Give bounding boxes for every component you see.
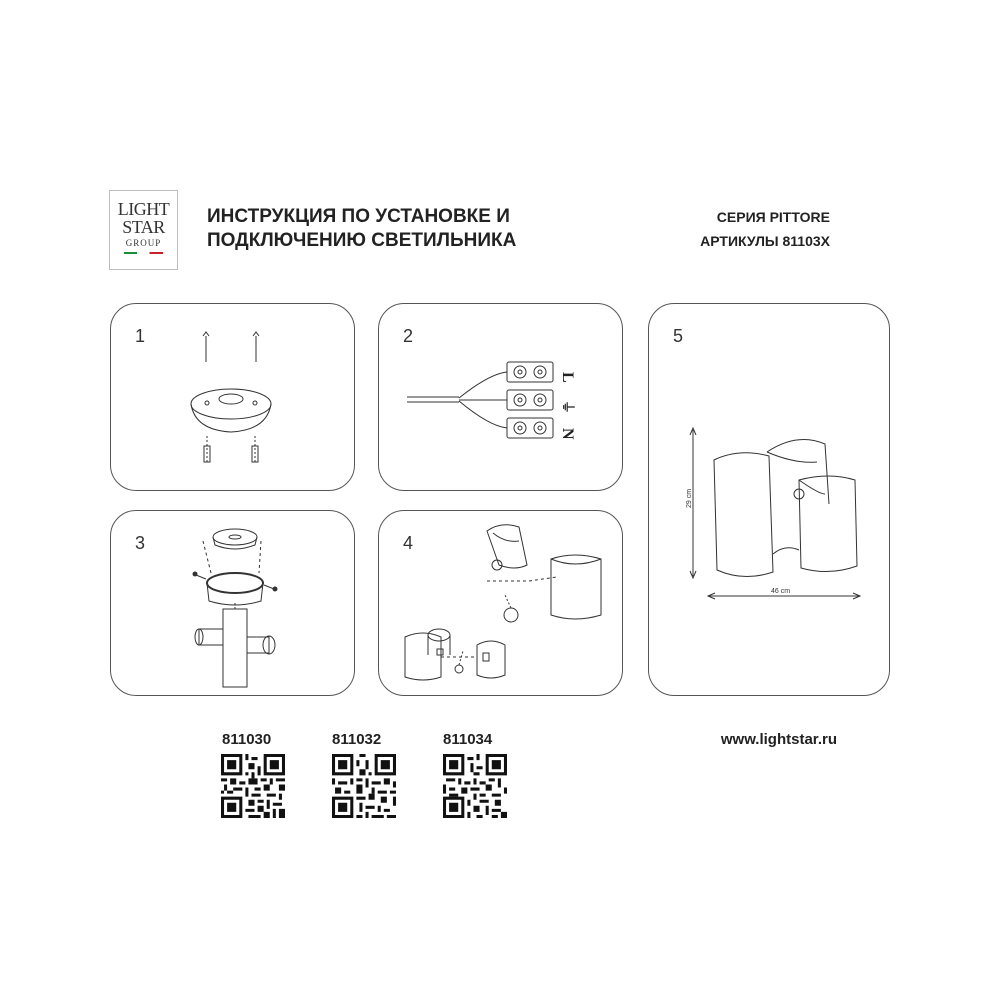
dimensions-diagram: [649, 304, 891, 697]
terminal-label-n: N: [559, 428, 576, 440]
instruction-title: [207, 205, 516, 253]
step-number: 4: [403, 533, 414, 553]
step-1-panel: [110, 303, 355, 491]
logo-line1: LIGHT: [117, 199, 170, 219]
article-811030: 811030: [222, 731, 272, 748]
qr-code-icon[interactable]: [332, 754, 396, 818]
mounting-bracket-diagram: [111, 511, 356, 697]
article-811034: 811034: [443, 731, 493, 748]
brand-logo: [109, 190, 178, 270]
ground-symbol-icon: ⏚: [559, 400, 574, 414]
step-number: 1: [135, 326, 146, 346]
title-line2: ПОДКЛЮЧЕНИЮ СВЕТИЛЬНИКА: [207, 230, 517, 251]
logo-line3: GROUP: [125, 238, 162, 248]
step-4-panel: [378, 510, 623, 696]
step-2-panel: [378, 303, 623, 491]
qr-code-icon[interactable]: [443, 754, 507, 818]
title-line1: ИНСТРУКЦИЯ ПО УСТАНОВКЕ И: [207, 206, 510, 227]
canopy-mounting-diagram: [111, 304, 356, 492]
terminal-label-l: L: [559, 372, 576, 383]
step-5-panel: [648, 303, 890, 696]
logo-line2: STAR: [122, 217, 165, 237]
shade-assembly-diagram: [379, 511, 624, 697]
step-number: 3: [135, 533, 146, 553]
step-number: 5: [673, 326, 684, 346]
height-dimension-label: 29 cm: [686, 488, 693, 508]
series-info: [700, 205, 830, 253]
website-link[interactable]: www.lightstar.ru: [720, 731, 837, 748]
wiring-diagram: [379, 304, 624, 492]
width-dimension-label: 46 cm: [771, 588, 791, 595]
series-name: СЕРИЯ PITTORE: [716, 209, 830, 225]
article-811032: 811032: [332, 731, 382, 748]
flag-stripe: [124, 252, 163, 254]
step-number: 2: [403, 326, 414, 346]
step-3-panel: [110, 510, 355, 696]
qr-code-icon[interactable]: [221, 754, 285, 818]
article-range: АРТИКУЛЫ 81103X: [700, 233, 830, 249]
